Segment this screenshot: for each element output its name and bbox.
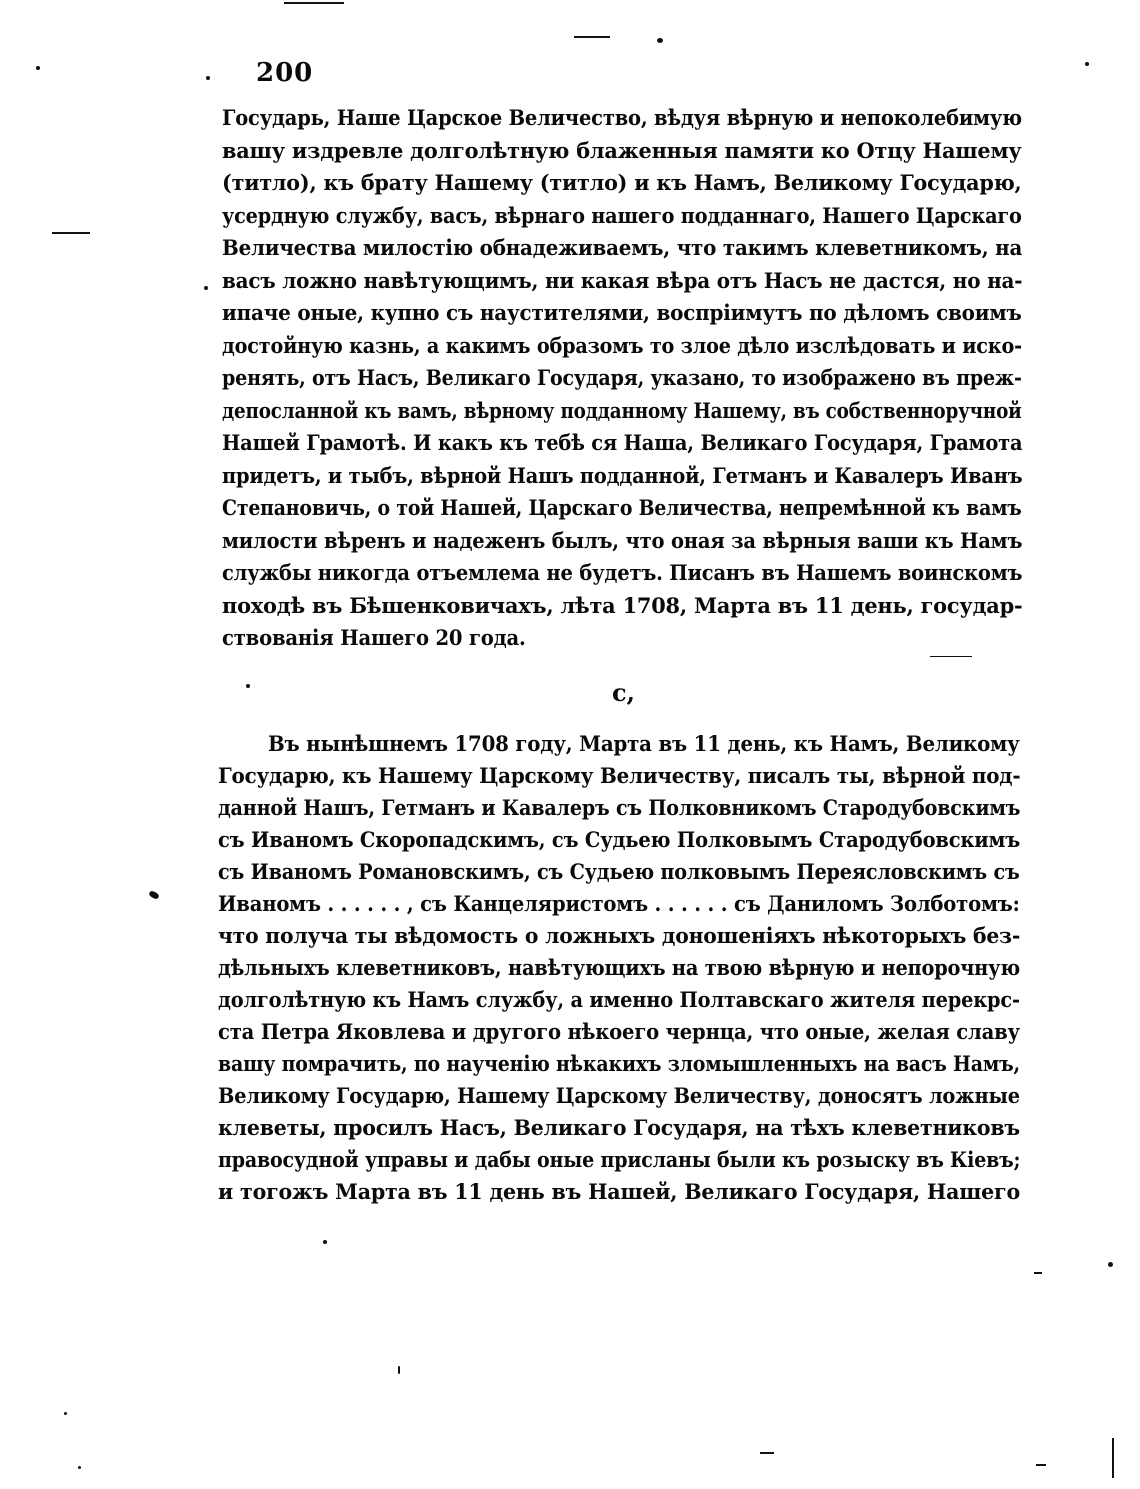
scan-mark xyxy=(1108,1262,1113,1267)
text-line: достойную казнь, а какимъ образомъ то злое дѣло изслѣдовать и иско- xyxy=(222,333,1022,358)
text-line: что получа ты вѣдомость о ложныхъ доношеніяхъ нѣкоторыхъ без- xyxy=(218,923,1021,948)
text-line: дѣльныхъ клеветниковъ, навѣтующихъ на твою вѣрную и непорочную xyxy=(218,955,1020,980)
text-line: Степановичь, о той Нашей, Царскаго Величества, непремѣнной къ вамъ xyxy=(222,495,1022,520)
text-line: Въ нынѣшнемъ 1708 году, Марта въ 11 день, къ Намъ, Великому xyxy=(268,731,1020,756)
scan-mark xyxy=(657,38,663,43)
scan-mark xyxy=(246,684,250,688)
scan-mark xyxy=(930,656,972,657)
scan-mark xyxy=(78,1466,81,1469)
text-line: Государь, Наше Царское Величество, вѣдуя вѣрную и непоколебимую xyxy=(222,105,1022,130)
scan-mark xyxy=(398,1366,400,1374)
text-line: депосланной къ вамъ, вѣрному подданному Нашему, въ собственноручной xyxy=(222,398,1022,423)
text-line: долголѣтную къ Намъ службу, а именно Полтавскаго жителя перекрс- xyxy=(218,987,1020,1012)
text-line: васъ ложно навѣтующимъ, ни какая вѣра отъ Насъ не дастся, но на- xyxy=(222,268,1023,293)
text-line: вашу помрачить, по наученію нѣкакихъ зломышленныхъ на васъ Намъ, xyxy=(218,1051,1020,1076)
scan-mark xyxy=(284,2,344,4)
text-line: правосудной управы и дабы оные присланы были къ розыску въ Кіевъ; xyxy=(218,1147,1021,1172)
scan-mark xyxy=(574,36,610,38)
scan-mark xyxy=(36,66,40,70)
text-line: съ Иваномъ Романовскимъ, съ Судьею полковымъ Переясловскимъ съ xyxy=(218,859,1020,884)
scan-mark xyxy=(1085,62,1089,66)
text-line: ста Петра Яковлева и другого нѣкоего чернца, что оные, желая славу xyxy=(218,1019,1020,1044)
text-line: вашу издревле долголѣтную блаженныя памяти ко Отцу Нашему xyxy=(222,138,1022,163)
scan-mark xyxy=(204,286,208,290)
text-line: ствованія Нашего 20 года. xyxy=(222,625,526,650)
text-line: походѣ въ Бѣшенковичахъ, лѣта 1708, Марта въ 11 день, государ- xyxy=(222,593,1023,618)
scan-mark xyxy=(64,1412,67,1415)
scan-mark xyxy=(760,1452,774,1454)
text-line: милости вѣренъ и надеженъ былъ, что оная за вѣрныя ваши къ Намъ xyxy=(222,528,1023,553)
text-line: Иваномъ . . . . . . , съ Канцеляристомъ . . . . . . съ Даниломъ Золботомъ: xyxy=(218,891,1020,916)
scan-mark xyxy=(148,890,160,900)
section-mark: с, xyxy=(612,678,635,707)
text-line: (титло), къ брату Нашему (титло) и къ Намъ, Великому Государю, xyxy=(222,170,1022,195)
scan-mark xyxy=(1034,1272,1042,1274)
text-line: придетъ, и тыбъ, вѣрной Нашъ подданной, Гетманъ и Кавалеръ Иванъ xyxy=(222,463,1023,488)
text-line: ренять, отъ Насъ, Великаго Государя, указано, то изображено въ преж- xyxy=(222,365,1022,390)
text-line: съ Иваномъ Скоропадскимъ, съ Судьею Полковымъ Стародубовскимъ xyxy=(218,827,1021,852)
scan-mark xyxy=(52,232,90,234)
text-line: Величества милостію обнадеживаемъ, что такимъ клеветникомъ, на xyxy=(222,235,1023,260)
text-line: службы никогда отъемлема не будетъ. Писанъ въ Нашемъ воинскомъ xyxy=(222,560,1023,585)
text-line: Нашей Грамотѣ. И какъ къ тебѣ ся Наша, Великаго Государя, Грамота xyxy=(222,430,1023,455)
text-line: и тогожъ Марта въ 11 день въ Нашей, Великаго Государя, Нашего xyxy=(218,1179,1020,1204)
text-line: Государю, къ Нашему Царскому Величеству, писалъ ты, вѣрной под- xyxy=(218,763,1021,788)
scan-mark xyxy=(323,1240,327,1244)
page-number: 200 xyxy=(256,58,314,88)
text-line: усердную службу, васъ, вѣрнаго нашего подданнаго, Нашего Царскаго xyxy=(222,203,1022,228)
scan-mark xyxy=(1036,1464,1046,1466)
scan-mark xyxy=(1112,1438,1114,1478)
text-line: Великому Государю, Нашему Царскому Величеству, доносятъ ложные xyxy=(218,1083,1020,1108)
text-line: данной Нашъ, Гетманъ и Кавалеръ съ Полковникомъ Стародубовскимъ xyxy=(218,795,1021,820)
text-line: ипаче оные, купно съ наустителями, воспріимутъ по дѣломъ своимъ xyxy=(222,300,1022,325)
text-line: клеветы, просилъ Насъ, Великаго Государя, на тѣхъ клеветниковъ xyxy=(218,1115,1020,1140)
scan-mark xyxy=(206,76,210,80)
